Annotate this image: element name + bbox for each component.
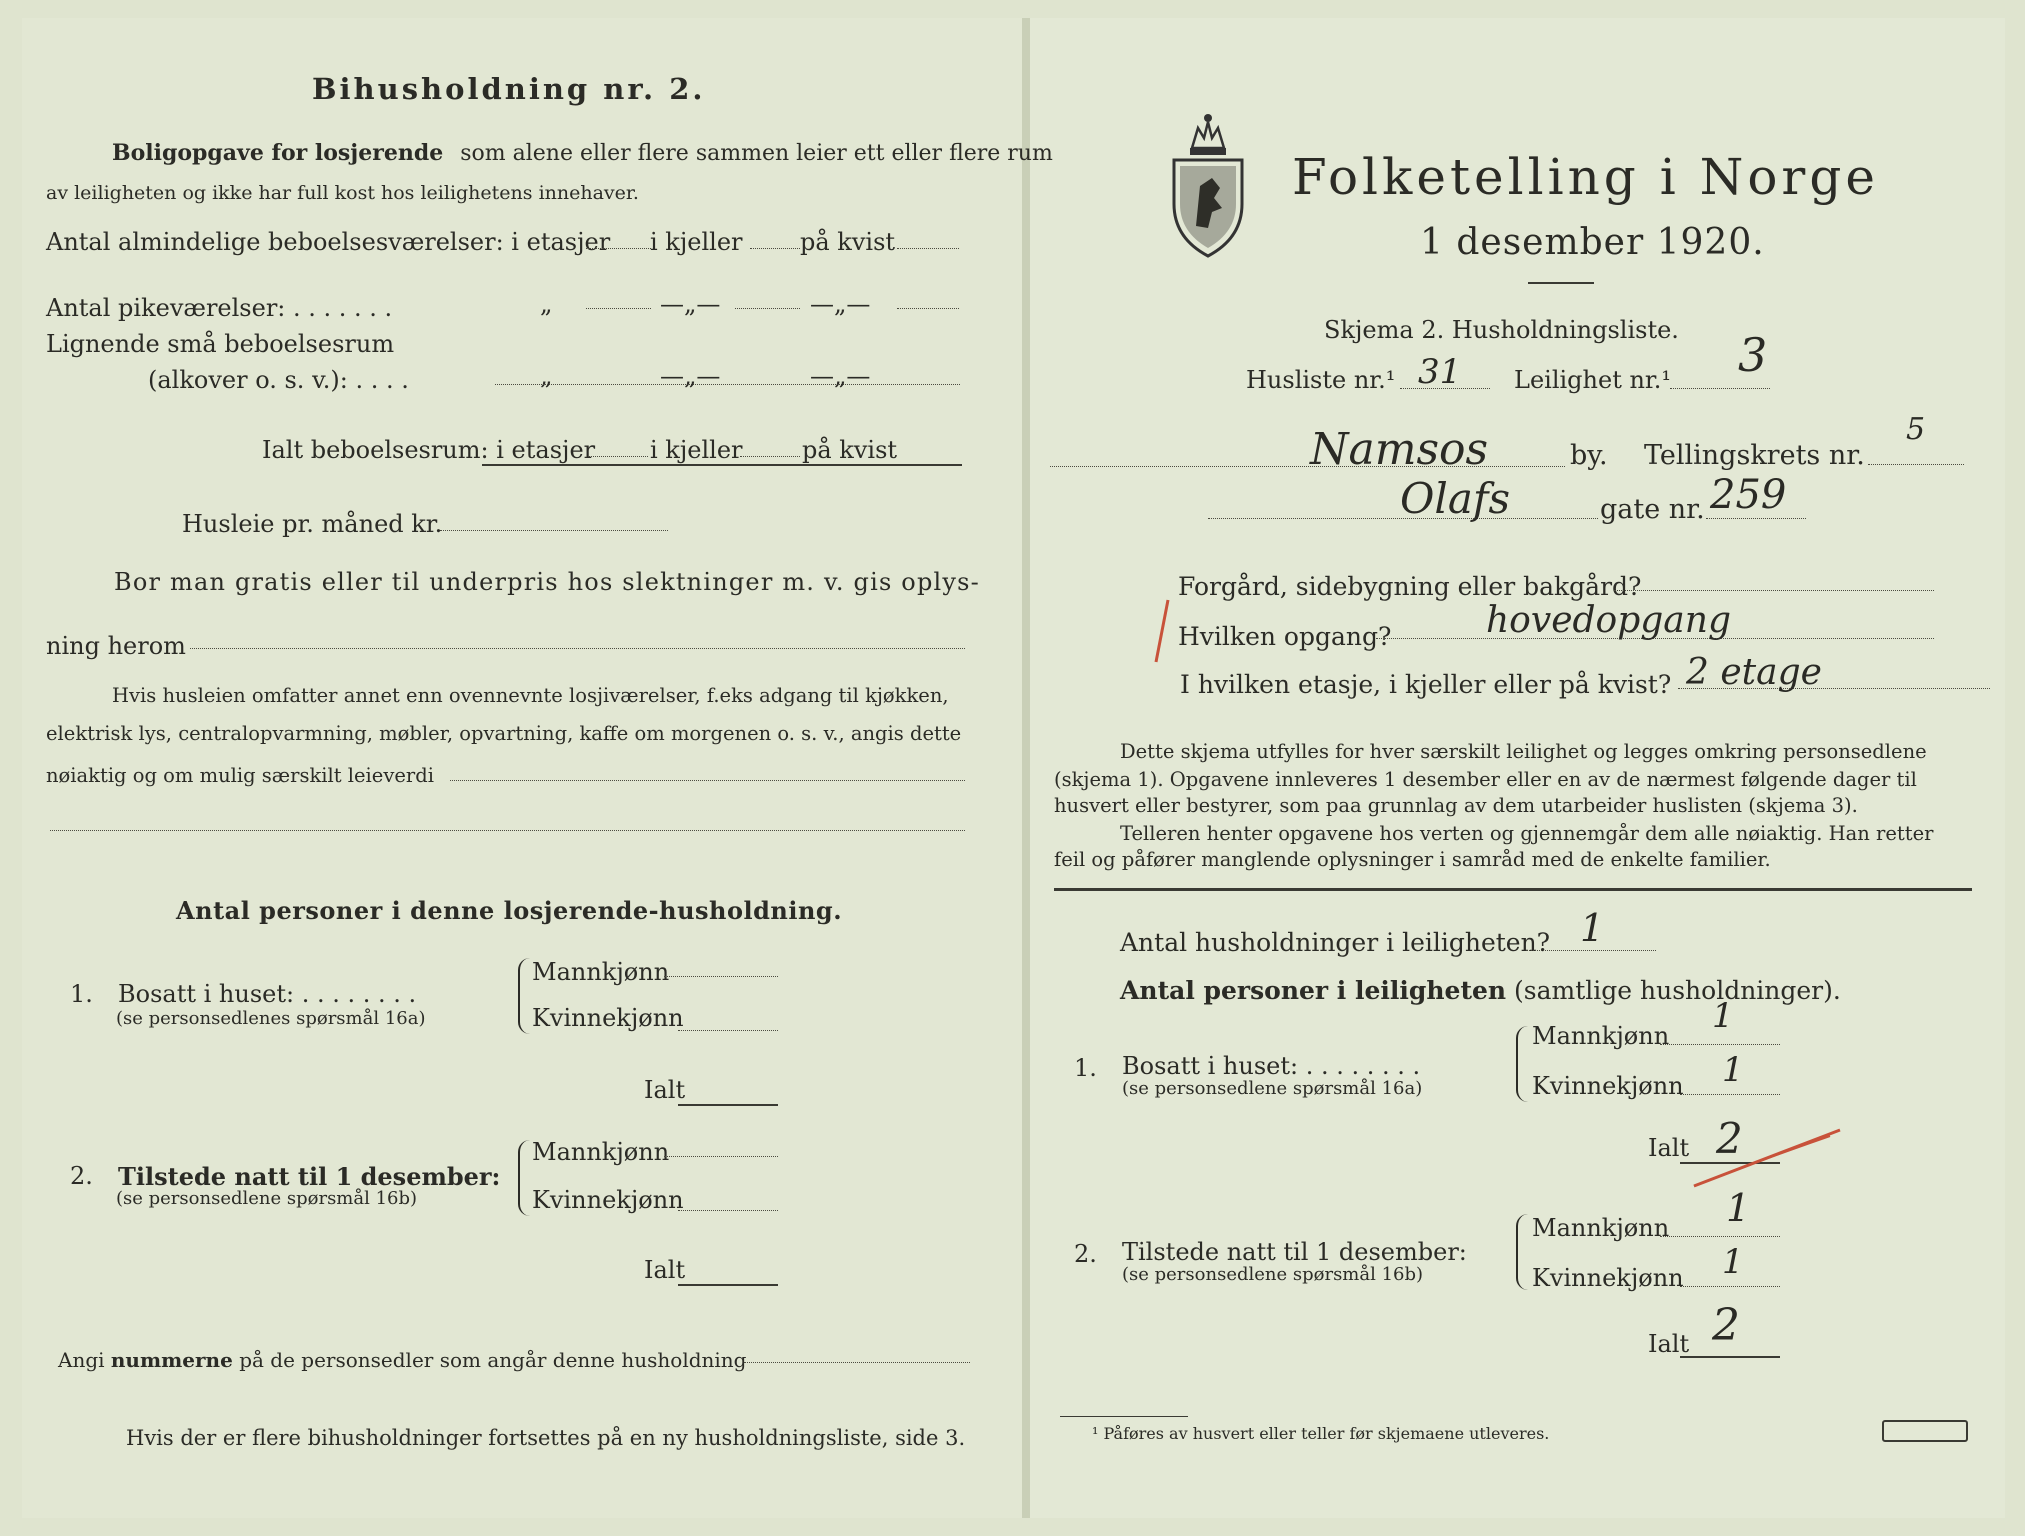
- pike-ditto-1: „: [540, 290, 553, 318]
- hvis-line-3: nøiaktig og om mulig særskilt leieverdi: [46, 764, 434, 787]
- norway-coat-of-arms-icon: [1168, 108, 1248, 258]
- left-q2-mann: Mannkjønn: [532, 1138, 670, 1166]
- left-q1-sub: (se personsedlenes spørsmål 16a): [116, 1008, 426, 1029]
- etasje-label: I hvilken etasje, i kjeller eller på kvist?: [1180, 670, 1672, 699]
- instr-line-1: Dette skjema utfylles for hver særskilt leilighet og legges omkring personsedlene: [1120, 740, 1927, 763]
- left-q2-ialt: Ialt: [644, 1256, 686, 1284]
- right-q1-label: Bosatt i huset: . . . . . . . .: [1122, 1052, 1421, 1080]
- husleie-label: Husleie pr. måned kr.: [182, 510, 443, 538]
- right-q1-mann-value: 1: [1712, 996, 1734, 1036]
- angi-pre: Angi: [58, 1348, 105, 1372]
- antal-title-left: Antal personer i denne losjerende-husholdning.: [176, 896, 843, 925]
- leilighet-label: Leilighet nr.¹: [1514, 366, 1672, 394]
- left-q2-sub: (se personsedlene spørsmål 16b): [116, 1188, 418, 1209]
- right-q2-num: 2.: [1074, 1240, 1097, 1268]
- forgard-label: Forgård, sidebygning eller bakgård?: [1178, 572, 1642, 601]
- antal-pers-bold: Antal personer i leiligheten: [1120, 976, 1507, 1005]
- red-check-mark: [1150, 596, 1174, 666]
- bor-line-1: Bor man gratis eller til underpris hos slektninger m. v. gis oplys-: [114, 568, 980, 596]
- skjema-label: Skjema 2. Husholdningsliste.: [1324, 316, 1679, 344]
- hvis-line-2: elektrisk lys, centralopvarmning, møbler, opvartning, kaffe om morgenen o. s. v., angis dette: [46, 722, 962, 745]
- angi-bold: nummerne: [110, 1348, 233, 1372]
- angi-line: [58, 1348, 746, 1372]
- krets-value: 5: [1906, 412, 1926, 447]
- left-q2-kvinne: Kvinnekjønn: [532, 1186, 684, 1214]
- ialt-rum-kjeller: i kjeller: [650, 436, 743, 464]
- opgang-value: hovedopgang: [1486, 600, 1732, 641]
- leilighet-value: 3: [1738, 328, 1768, 382]
- pike-ditto-3: —„—: [810, 290, 871, 318]
- krets-label: Tellingskrets nr.: [1644, 440, 1865, 471]
- etasje-value: 2 etage: [1686, 652, 1822, 693]
- footnote: ¹ Påføres av husvert eller teller før skjemaene utleveres.: [1092, 1424, 1550, 1443]
- by-value: Namsos: [1310, 424, 1489, 475]
- left-q1-num: 1.: [70, 980, 93, 1008]
- right-q1-ialt: Ialt: [1648, 1134, 1690, 1162]
- lignende-label-2: (alkover o. s. v.): . . . .: [148, 366, 409, 394]
- right-q2-kvinne: Kvinnekjønn: [1532, 1264, 1684, 1292]
- right-q1-ialt-value: 2: [1716, 1114, 1743, 1163]
- right-q2-ialt: Ialt: [1648, 1330, 1690, 1358]
- page-fold: [1022, 18, 1030, 1518]
- pike-label: Antal pikeværelser: . . . . . . .: [46, 294, 393, 322]
- right-q1-mann: Mannkjønn: [1532, 1022, 1670, 1050]
- left-q1-label: Bosatt i huset: . . . . . . . .: [118, 980, 417, 1008]
- rooms-kjeller: i kjeller: [650, 228, 743, 256]
- printer-stamp: [1882, 1420, 1968, 1442]
- rooms-label: Antal almindelige beboelsesværelser: i etasjer: [46, 228, 611, 256]
- lignende-label-1: Lignende små beboelsesrum: [46, 330, 395, 358]
- right-q2-sub: (se personsedlene spørsmål 16b): [1122, 1264, 1424, 1285]
- hvis-line-1: Hvis husleien omfatter annet enn ovennevnte losjiværelser, f.eks adgang til kjøkken,: [112, 684, 949, 707]
- left-q2-label: Tilstede natt til 1 desember:: [118, 1162, 501, 1191]
- right-q2-kvinne-value: 1: [1722, 1242, 1744, 1282]
- husliste-value: 31: [1418, 352, 1462, 392]
- opgang-label: Hvilken opgang?: [1178, 622, 1392, 651]
- lignende-ditto-2: —„—: [660, 362, 721, 390]
- instr-line-3: husvert eller bestyrer, som paa grunnlag av dem utarbeider huslisten (skjema 3).: [1054, 794, 1858, 817]
- right-q1-num: 1.: [1074, 1054, 1097, 1082]
- left-footer: Hvis der er flere bihusholdninger fortsettes på en ny husholdningsliste, side 3.: [126, 1426, 966, 1450]
- left-q2-num: 2.: [70, 1162, 93, 1190]
- lignende-ditto-1: „: [540, 362, 553, 390]
- gate-nr-value: 259: [1710, 472, 1787, 518]
- ialt-rum-label: Ialt beboelsesrum: i etasjer: [262, 436, 596, 464]
- right-q1-kvinne: Kvinnekjønn: [1532, 1072, 1684, 1100]
- husliste-label: Husliste nr.¹: [1246, 366, 1396, 394]
- left-q1-kvinne: Kvinnekjønn: [532, 1004, 684, 1032]
- gate-label: gate nr.: [1600, 494, 1705, 525]
- instr-line-4: Telleren henter opgavene hos verten og gjennemgår dem alle nøiaktig. Han retter: [1120, 822, 1934, 845]
- right-q2-mann: Mannkjønn: [1532, 1214, 1670, 1242]
- instr-line-5: feil og påfører manglende oplysninger i samråd med de enkelte familier.: [1054, 848, 1771, 871]
- right-date: 1 desember 1920.: [1420, 222, 1765, 263]
- right-q2-label: Tilstede natt til 1 desember:: [1122, 1238, 1467, 1266]
- pike-ditto-2: —„—: [660, 290, 721, 318]
- antal-pers-rest: (samtlige husholdninger).: [1514, 976, 1841, 1005]
- ialt-rum-kvist: på kvist: [802, 436, 898, 464]
- instr-line-2: (skjema 1). Opgavene innleveres 1 desember eller en av de nærmest følgende dager til: [1054, 768, 1917, 791]
- rooms-kvist: på kvist: [800, 228, 896, 256]
- right-q1-kvinne-value: 1: [1722, 1050, 1744, 1090]
- red-correction-stroke: [1690, 1124, 1850, 1194]
- intro-line-1: [112, 140, 1053, 166]
- left-q1-mann: Mannkjønn: [532, 958, 670, 986]
- left-title: Bihusholdning nr. 2.: [312, 72, 706, 106]
- gate-value: Olafs: [1400, 474, 1511, 523]
- right-q1-sub: (se personsedlene spørsmål 16a): [1122, 1078, 1423, 1099]
- right-q2-ialt-value: 2: [1712, 1300, 1740, 1351]
- intro-line-2: av leiligheten og ikke har full kost hos leilighetens innehaver.: [46, 182, 639, 204]
- angi-rest: på de personsedler som angår denne husholdning: [239, 1348, 747, 1372]
- left-q1-ialt: Ialt: [644, 1076, 686, 1104]
- right-title: Folketelling i Norge: [1292, 148, 1879, 206]
- antal-hush-label: Antal husholdninger i leiligheten?: [1120, 928, 1551, 957]
- right-q2-mann-value: 1: [1726, 1186, 1751, 1230]
- lignende-ditto-3: —„—: [810, 362, 871, 390]
- bor-line-2: ning herom: [46, 632, 186, 660]
- antal-hush-value: 1: [1580, 906, 1605, 950]
- intro-rest-1: som alene eller flere sammen leier ett eller flere rum: [460, 141, 1053, 166]
- intro-bold: Boligopgave for losjerende: [112, 140, 444, 166]
- by-label: by.: [1570, 440, 1608, 471]
